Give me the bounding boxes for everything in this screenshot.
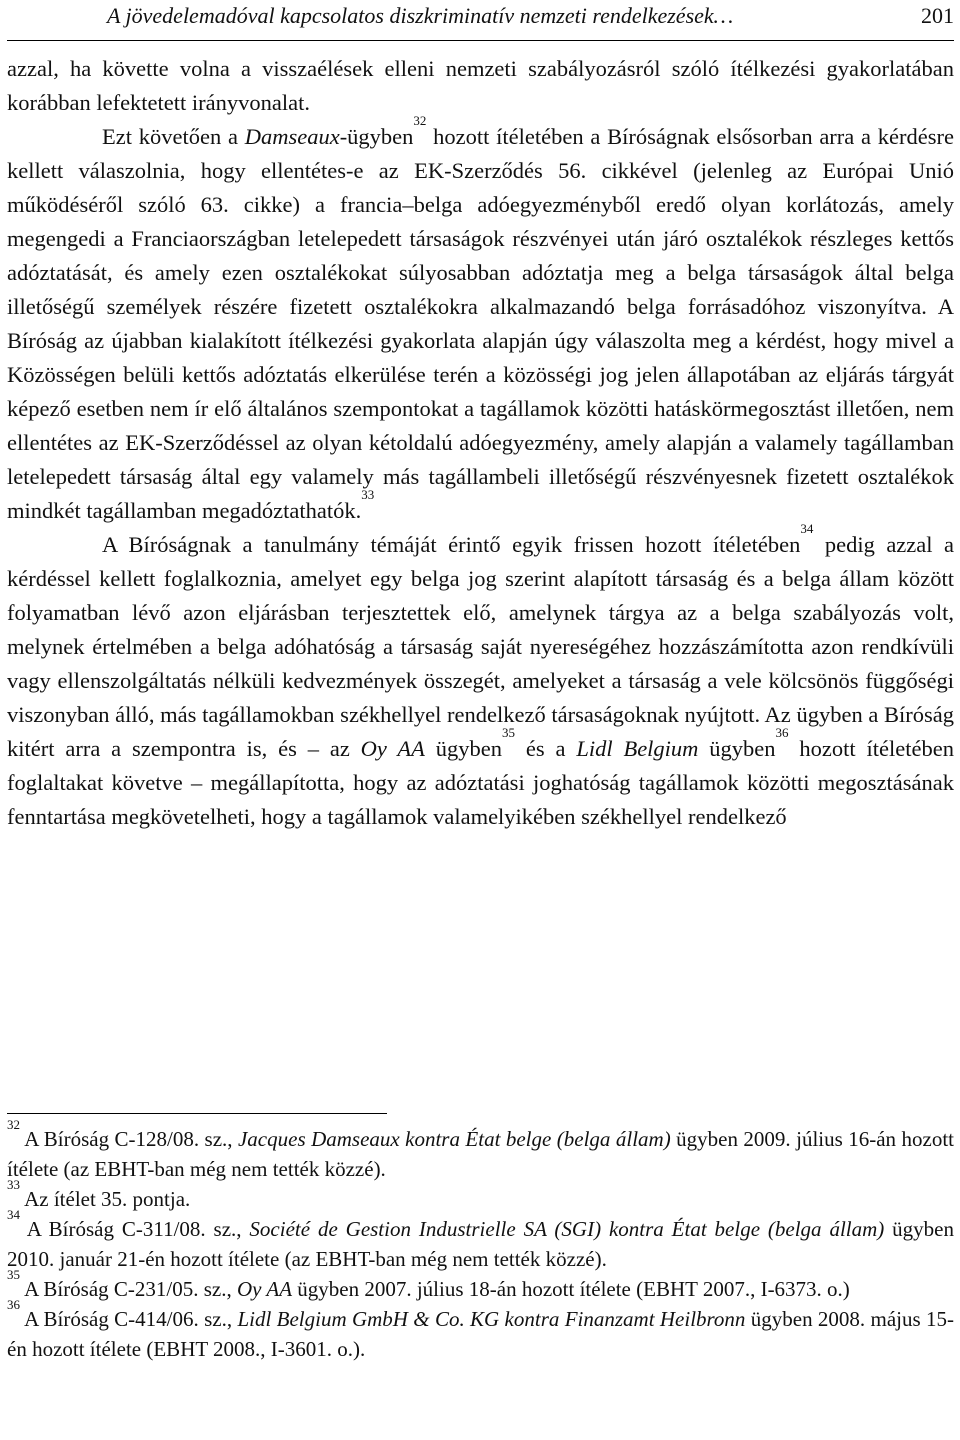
footnote-34 — [7, 1207, 954, 1274]
footnote-text-rest: ügyben 2010. január 21-én hozott ítélete (az EBHT-ban még nem tették közzé). — [7, 1217, 954, 1271]
page-number: 201 — [921, 3, 954, 28]
footnote-ref-36[interactable]: 36 — [775, 725, 789, 740]
case-name-oy-aa: Oy AA — [360, 736, 425, 761]
p3-text-f: hozott ítéletében foglaltakat követve – megállapította, hogy az adóztatási joghatóság tagállamok közötti megosztásának fenntartása megkövetelheti, hogy a tagállamok valamelyikében székhellyel rendelkező — [7, 736, 954, 829]
footnote-ref-32[interactable]: 32 — [413, 113, 427, 128]
p3-text-d: és a — [514, 736, 577, 761]
footnote-text-rest: ügyben 2009. július 16-án hozott ítélete (az EBHT-ban még nem tették közzé). — [7, 1127, 954, 1181]
case-name-damseaux: Damseaux — [244, 124, 340, 149]
footnote-text-rest: ügyben 2007. július 18-án hozott ítélete (EBHT 2007., I-6373. o.) — [292, 1277, 850, 1301]
footnote-text: A Bíróság C-231/05. sz., — [20, 1277, 238, 1301]
footnote-text: A Bíróság C-311/08. sz., — [20, 1217, 250, 1241]
p3-text-c: ügyben — [424, 736, 502, 761]
paragraph-3 — [7, 521, 955, 834]
footnote-ref-33[interactable]: 33 — [361, 487, 375, 502]
footnote-ref-35[interactable]: 35 — [501, 725, 515, 740]
p3-text-e: ügyben — [698, 736, 776, 761]
footnote-number: 34 — [7, 1207, 20, 1222]
paragraph-2 — [7, 113, 954, 528]
footnote-text: A Bíróság C-128/08. sz., — [20, 1127, 238, 1151]
footnote-35 — [7, 1267, 954, 1304]
p3-text-b: pedig azzal a kérdéssel kellett foglalkoznia, amelyet egy belga jog szerint alapított társaság és a belga állam között folyamatban lévő azon eljárásban terjesztettek elő, amelynek tárgya az a belga szabályozás volt, melynek értelmében a belga adóhatóság a társaság saját nyereségéhez hozzászámította azon rendkívüli vagy ellenszolgáltatás nélküli kedvezmények összegét, amelyeket a társaság a vele kölcsönös függőségi viszonyban álló, más tagállamokban székhellyel rendelkező társaságoknak nyújtott. Az ügyben a Bíróság kitért arra a szempontra is, és – az — [7, 532, 955, 761]
footnote-number: 32 — [7, 1117, 20, 1132]
footnote-case-title: Oy AA — [237, 1277, 293, 1301]
footnote-text: Az ítélet 35. pontja. — [20, 1187, 191, 1211]
footnote-number: 36 — [7, 1297, 20, 1312]
p3-text-a: A Bíróságnak a tanulmány témáját érintő egyik frissen hozott ítéletében — [102, 532, 801, 557]
footnote-36 — [7, 1297, 954, 1364]
running-header — [7, 0, 954, 41]
p2-text-c: hozott ítéletében a Bíróságnak elsősorban arra a kérdésre kellett válaszolnia, hogy ellentétes-e az EK-Szerződés 56. cikkével (jelenleg az Európai Unió működéséről szóló 63. cikke) a francia–belga adóegyezményből eredő olyan korlátozás, amely megengedi a Franciaországban letelepedett társaságok részvényei után járó osztalékok részleges kettős adóztatását, és amely ezen osztalékokat súlyosabban adóztatja meg a belga társaságok által belga illetőségű személyek részére fizetett osztalékokra alkalmazandó belga forrásadóhoz viszonyítva. A Bíróság az újabban kialakított ítélkezési gyakorlata alapján úgy válaszolta meg a kérdést, hogy mivel a Közösségen belüli kettős adóztatás elkerülése terén a közösségi jog jelen állapotában az eljárás tárgyát képező esetben nem ír elő általános szempontokat a tagállamok közötti hatáskörmegosztást illetően, nem ellentétes az EK-Szerződéssel az olyan kétoldalú adóegyezmény, amely alapján a valamely tagállamban letelepedett társaság által egy valamely más tagállambeli illetőségű részvényesnek fizetett osztalékok mindkét tagállamban megadóztathatók. — [7, 124, 954, 523]
footnote-ref-34[interactable]: 34 — [800, 521, 814, 536]
footnote-separator — [7, 1113, 387, 1114]
footnote-number: 35 — [7, 1267, 20, 1282]
case-name-lidl-belgium: Lidl Belgium — [576, 736, 699, 761]
header-title: A jövedelemadóval kapcsolatos diszkriminatív nemzeti rendelkezések… — [107, 3, 734, 28]
footnote-case-title: Société de Gestion Industrielle SA (SGI) kontra État belge (belga állam) — [249, 1217, 885, 1241]
body-text — [7, 52, 954, 834]
footnote-case-title: Jacques Damseaux kontra État belge (belga állam) — [237, 1127, 671, 1151]
footnote-case-title: Lidl Belgium GmbH & Co. KG kontra Finanzamt Heilbronn — [237, 1307, 746, 1331]
paragraph-1: azzal, ha követte volna a visszaélések elleni nemzeti szabályozásról szóló ítélkezési gyakorlatában korábban lefektetett irányvonalat. — [7, 56, 954, 115]
footnote-text: A Bíróság C-414/06. sz., — [20, 1307, 238, 1331]
footnote-text-rest: ügyben 2008. május 15-én hozott ítélete (EBHT 2008., I-3601. o.). — [7, 1307, 954, 1361]
footnote-32 — [7, 1117, 954, 1184]
p2-text-a: Ezt követően a — [102, 124, 245, 149]
footnote-number: 33 — [7, 1177, 20, 1192]
footnotes — [7, 1117, 954, 1364]
p2-text-b: -ügyben — [339, 124, 414, 149]
footnote-33 — [7, 1177, 954, 1214]
